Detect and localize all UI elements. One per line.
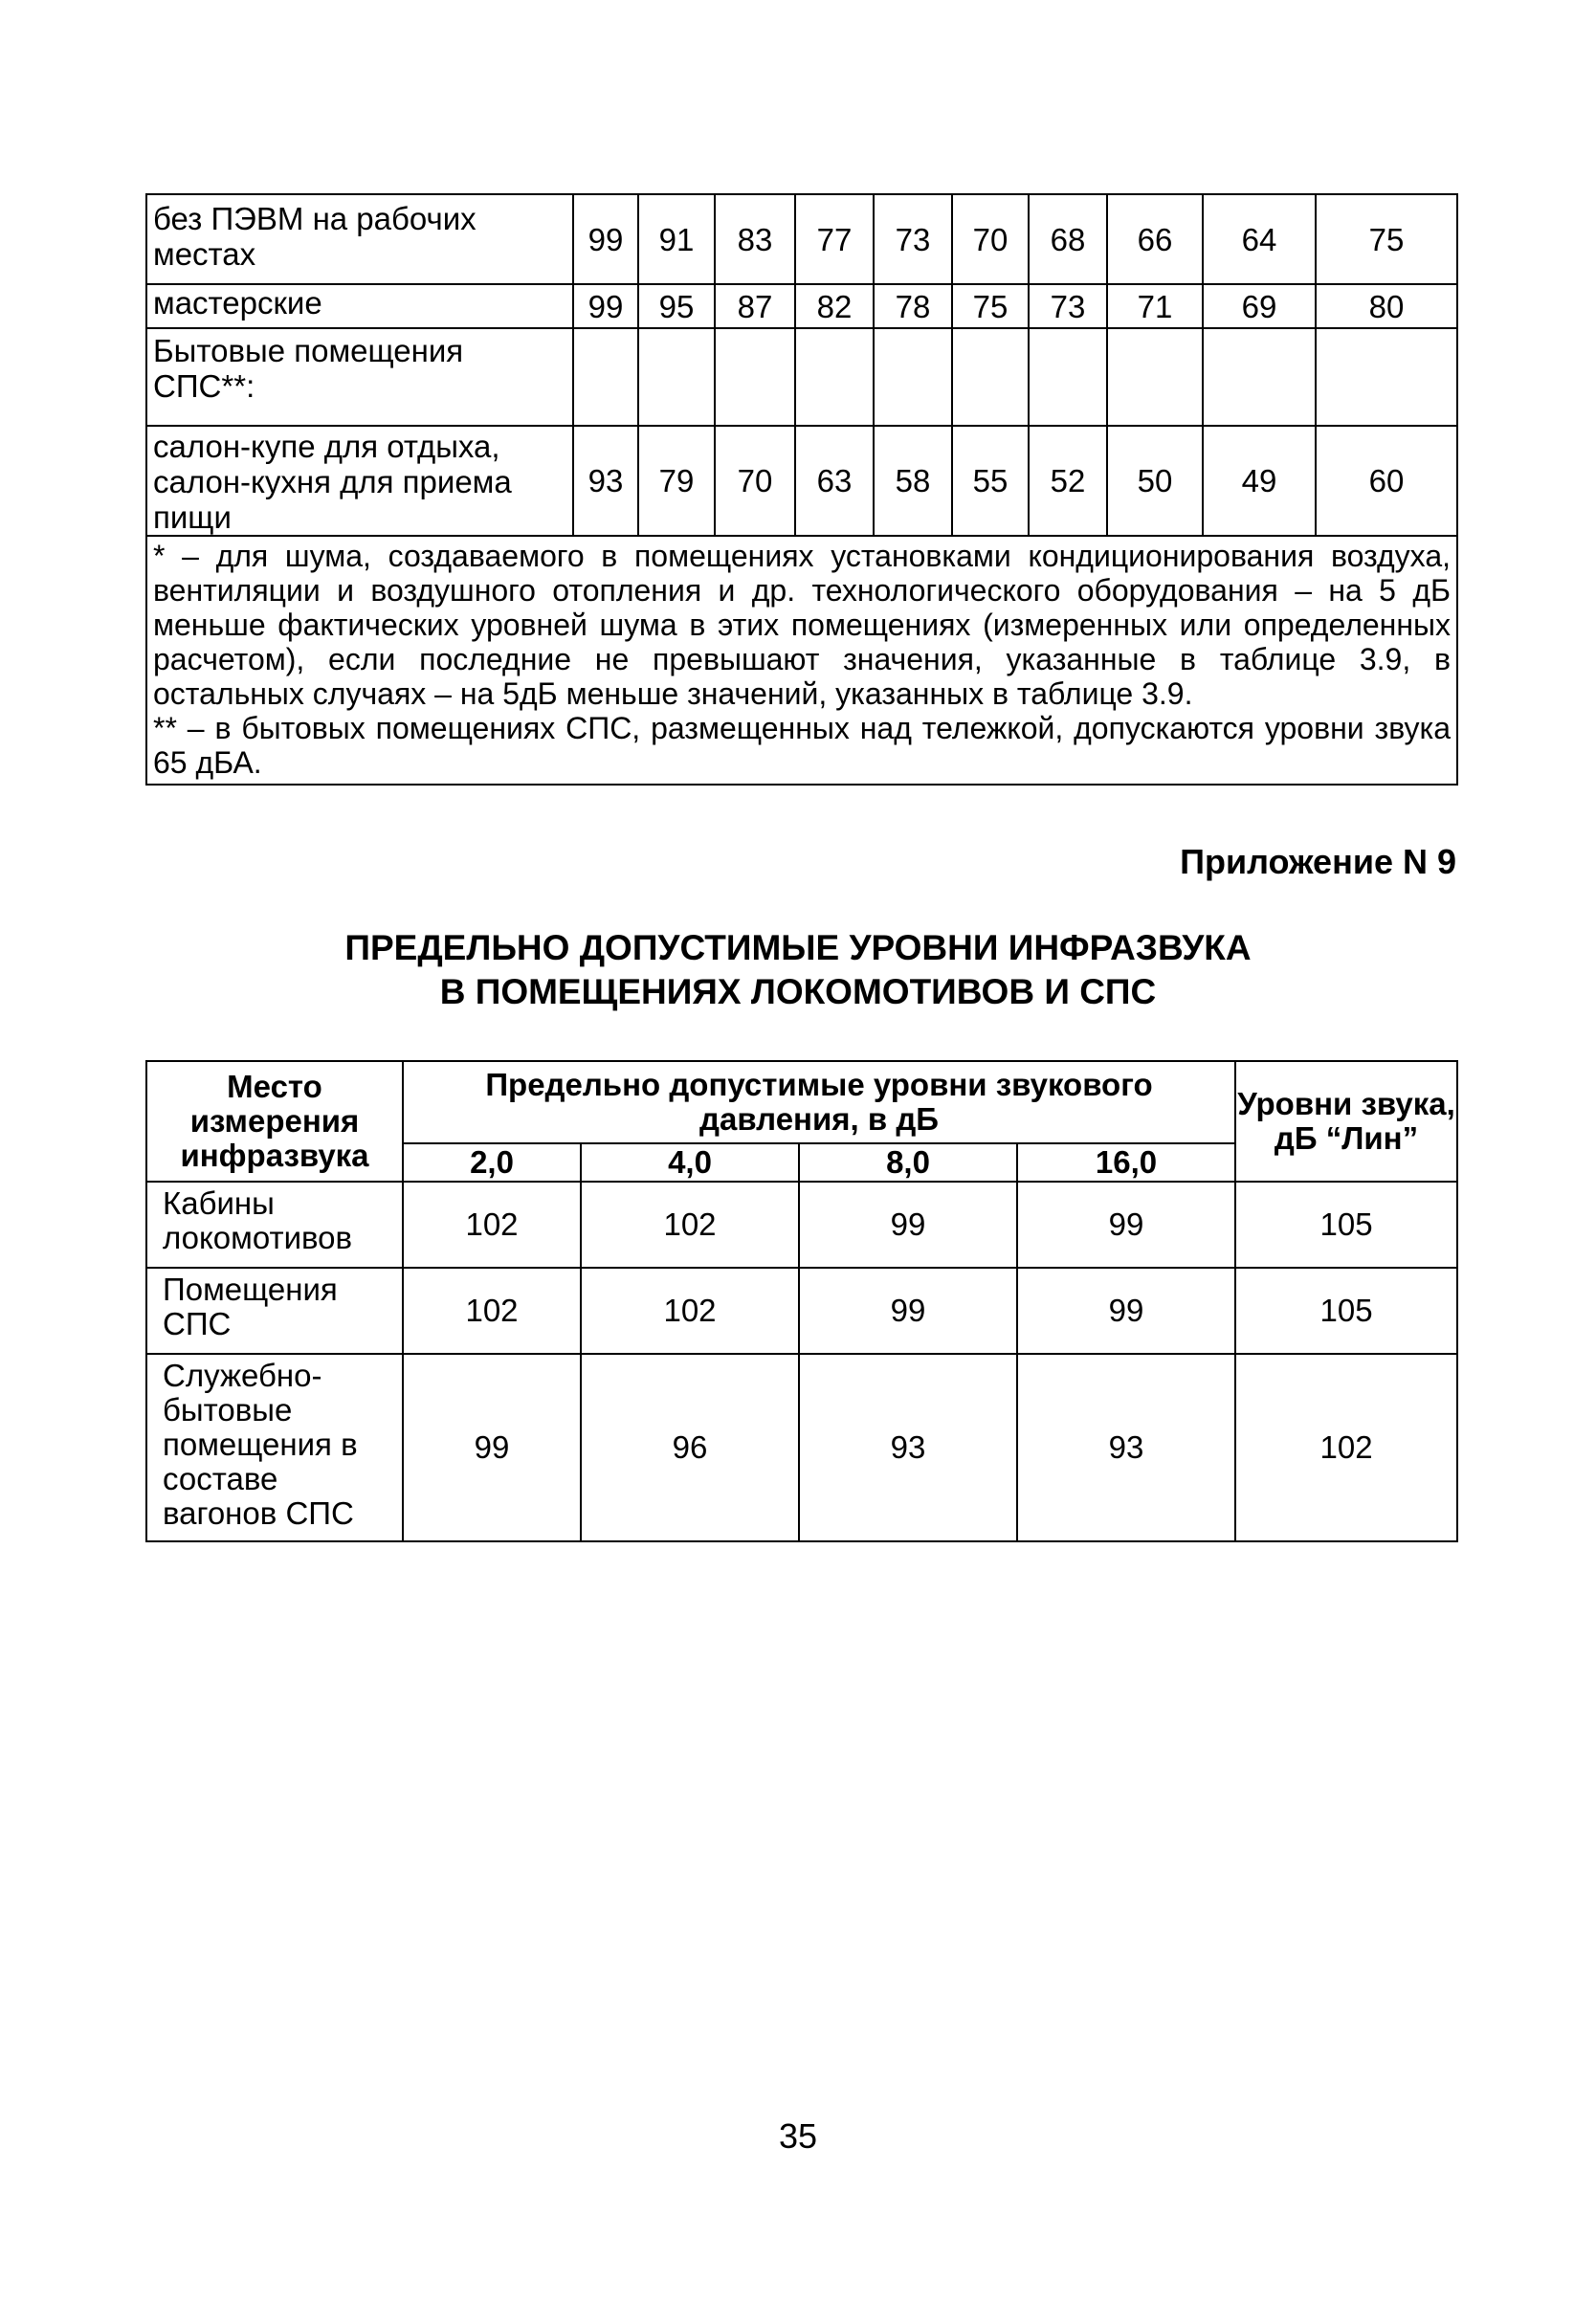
table-row bbox=[146, 284, 1457, 328]
cell-overall: 102 bbox=[1235, 1354, 1457, 1541]
cell-value: 73 bbox=[1029, 284, 1107, 328]
footnote-2: ** – в бытовых помещениях СПС, размещенных над тележкой, допускаются уровни звука 65 дБА. bbox=[153, 711, 1451, 780]
cell-value bbox=[1316, 328, 1457, 426]
row-label: салон-купе для отдыха, салон-кухня для приема пищи bbox=[146, 426, 573, 536]
cell-value: 99 bbox=[403, 1354, 581, 1541]
cell-value bbox=[1107, 328, 1203, 426]
cell-value: 60 bbox=[1316, 426, 1457, 536]
cell-value: 99 bbox=[799, 1268, 1017, 1354]
page-number: 35 bbox=[778, 2116, 818, 2156]
row-label: Бытовые помещения СПС**: bbox=[146, 328, 573, 426]
appendix-label: Приложение N 9 bbox=[1180, 842, 1456, 881]
cell-overall: 105 bbox=[1235, 1268, 1457, 1354]
cell-value: 64 bbox=[1203, 194, 1316, 284]
cell-value: 93 bbox=[799, 1354, 1017, 1541]
header-place: Место измерения инфразвука bbox=[146, 1061, 403, 1182]
cell-value: 58 bbox=[874, 426, 952, 536]
cell-value: 63 bbox=[795, 426, 874, 536]
row-place: Помещения СПС bbox=[146, 1268, 403, 1354]
cell-value: 102 bbox=[403, 1182, 581, 1268]
cell-value: 96 bbox=[581, 1354, 799, 1541]
table-row bbox=[146, 1354, 1457, 1541]
cell-value: 99 bbox=[573, 194, 638, 284]
footnote-1: * – для шума, создаваемого в помещениях установками кондиционирования воздуха, вентиляции и воздушного отопления и др. технологического оборудования – на 5 дБ меньше фактических уровней шума в этих помещениях (измеренных или определенных расчетом), если последние не превышают значения, указанные в таблице 3.9, в остальных случаях – на 5дБ меньше значений, указанных в таблице 3.9. bbox=[153, 539, 1451, 711]
table-notes-row bbox=[146, 536, 1457, 785]
cell-value: 87 bbox=[715, 284, 795, 328]
cell-value: 73 bbox=[874, 194, 952, 284]
title-line-1: ПРЕДЕЛЬНО ДОПУСТИМЫЕ УРОВНИ ИНФРАЗВУКА bbox=[344, 928, 1252, 967]
header-overall: Уровни звука, дБ “Лин” bbox=[1235, 1061, 1457, 1182]
header-frequency: 2,0 bbox=[403, 1143, 581, 1182]
cell-value: 82 bbox=[795, 284, 874, 328]
cell-value: 71 bbox=[1107, 284, 1203, 328]
cell-value: 102 bbox=[581, 1268, 799, 1354]
table-row bbox=[146, 426, 1457, 536]
cell-value: 99 bbox=[573, 284, 638, 328]
cell-value: 99 bbox=[1017, 1268, 1235, 1354]
cell-value bbox=[1029, 328, 1107, 426]
row-place: Служебно-бытовые помещения в составе вагонов СПС bbox=[146, 1354, 403, 1541]
row-label: мастерские bbox=[146, 284, 573, 328]
cell-value bbox=[638, 328, 715, 426]
header-frequency: 8,0 bbox=[799, 1143, 1017, 1182]
cell-overall: 105 bbox=[1235, 1182, 1457, 1268]
row-place: Кабины локомотивов bbox=[146, 1182, 403, 1268]
cell-value: 69 bbox=[1203, 284, 1316, 328]
page-title bbox=[0, 926, 1596, 1014]
cell-value bbox=[715, 328, 795, 426]
cell-value bbox=[795, 328, 874, 426]
row-label: без ПЭВМ на рабочих местах bbox=[146, 194, 573, 284]
table-row bbox=[146, 1268, 1457, 1354]
cell-value: 99 bbox=[799, 1182, 1017, 1268]
cell-value: 91 bbox=[638, 194, 715, 284]
noise-levels-table bbox=[145, 193, 1458, 786]
cell-value: 99 bbox=[1017, 1182, 1235, 1268]
table-row bbox=[146, 194, 1457, 284]
table-notes bbox=[146, 536, 1457, 785]
cell-value: 83 bbox=[715, 194, 795, 284]
cell-value: 70 bbox=[715, 426, 795, 536]
cell-value: 78 bbox=[874, 284, 952, 328]
cell-value: 55 bbox=[952, 426, 1029, 536]
title-line-2: В ПОМЕЩЕНИЯХ ЛОКОМОТИВОВ И СПС bbox=[439, 972, 1157, 1011]
cell-value: 102 bbox=[581, 1182, 799, 1268]
cell-value: 95 bbox=[638, 284, 715, 328]
cell-value: 75 bbox=[952, 284, 1029, 328]
cell-value: 93 bbox=[573, 426, 638, 536]
cell-value: 66 bbox=[1107, 194, 1203, 284]
cell-value bbox=[1203, 328, 1316, 426]
header-frequency: 16,0 bbox=[1017, 1143, 1235, 1182]
cell-value: 77 bbox=[795, 194, 874, 284]
header-frequency: 4,0 bbox=[581, 1143, 799, 1182]
table-header-row bbox=[146, 1061, 1457, 1143]
infrasound-table bbox=[145, 1060, 1458, 1542]
cell-value: 52 bbox=[1029, 426, 1107, 536]
cell-value: 80 bbox=[1316, 284, 1457, 328]
cell-value: 70 bbox=[952, 194, 1029, 284]
cell-value bbox=[874, 328, 952, 426]
cell-value: 79 bbox=[638, 426, 715, 536]
cell-value: 75 bbox=[1316, 194, 1457, 284]
cell-value: 49 bbox=[1203, 426, 1316, 536]
cell-value bbox=[952, 328, 1029, 426]
table-row bbox=[146, 1182, 1457, 1268]
cell-value: 102 bbox=[403, 1268, 581, 1354]
table-row bbox=[146, 328, 1457, 426]
header-levels: Предельно допустимые уровни звукового давления, в дБ bbox=[403, 1061, 1235, 1143]
cell-value: 68 bbox=[1029, 194, 1107, 284]
cell-value: 50 bbox=[1107, 426, 1203, 536]
cell-value: 93 bbox=[1017, 1354, 1235, 1541]
cell-value bbox=[573, 328, 638, 426]
